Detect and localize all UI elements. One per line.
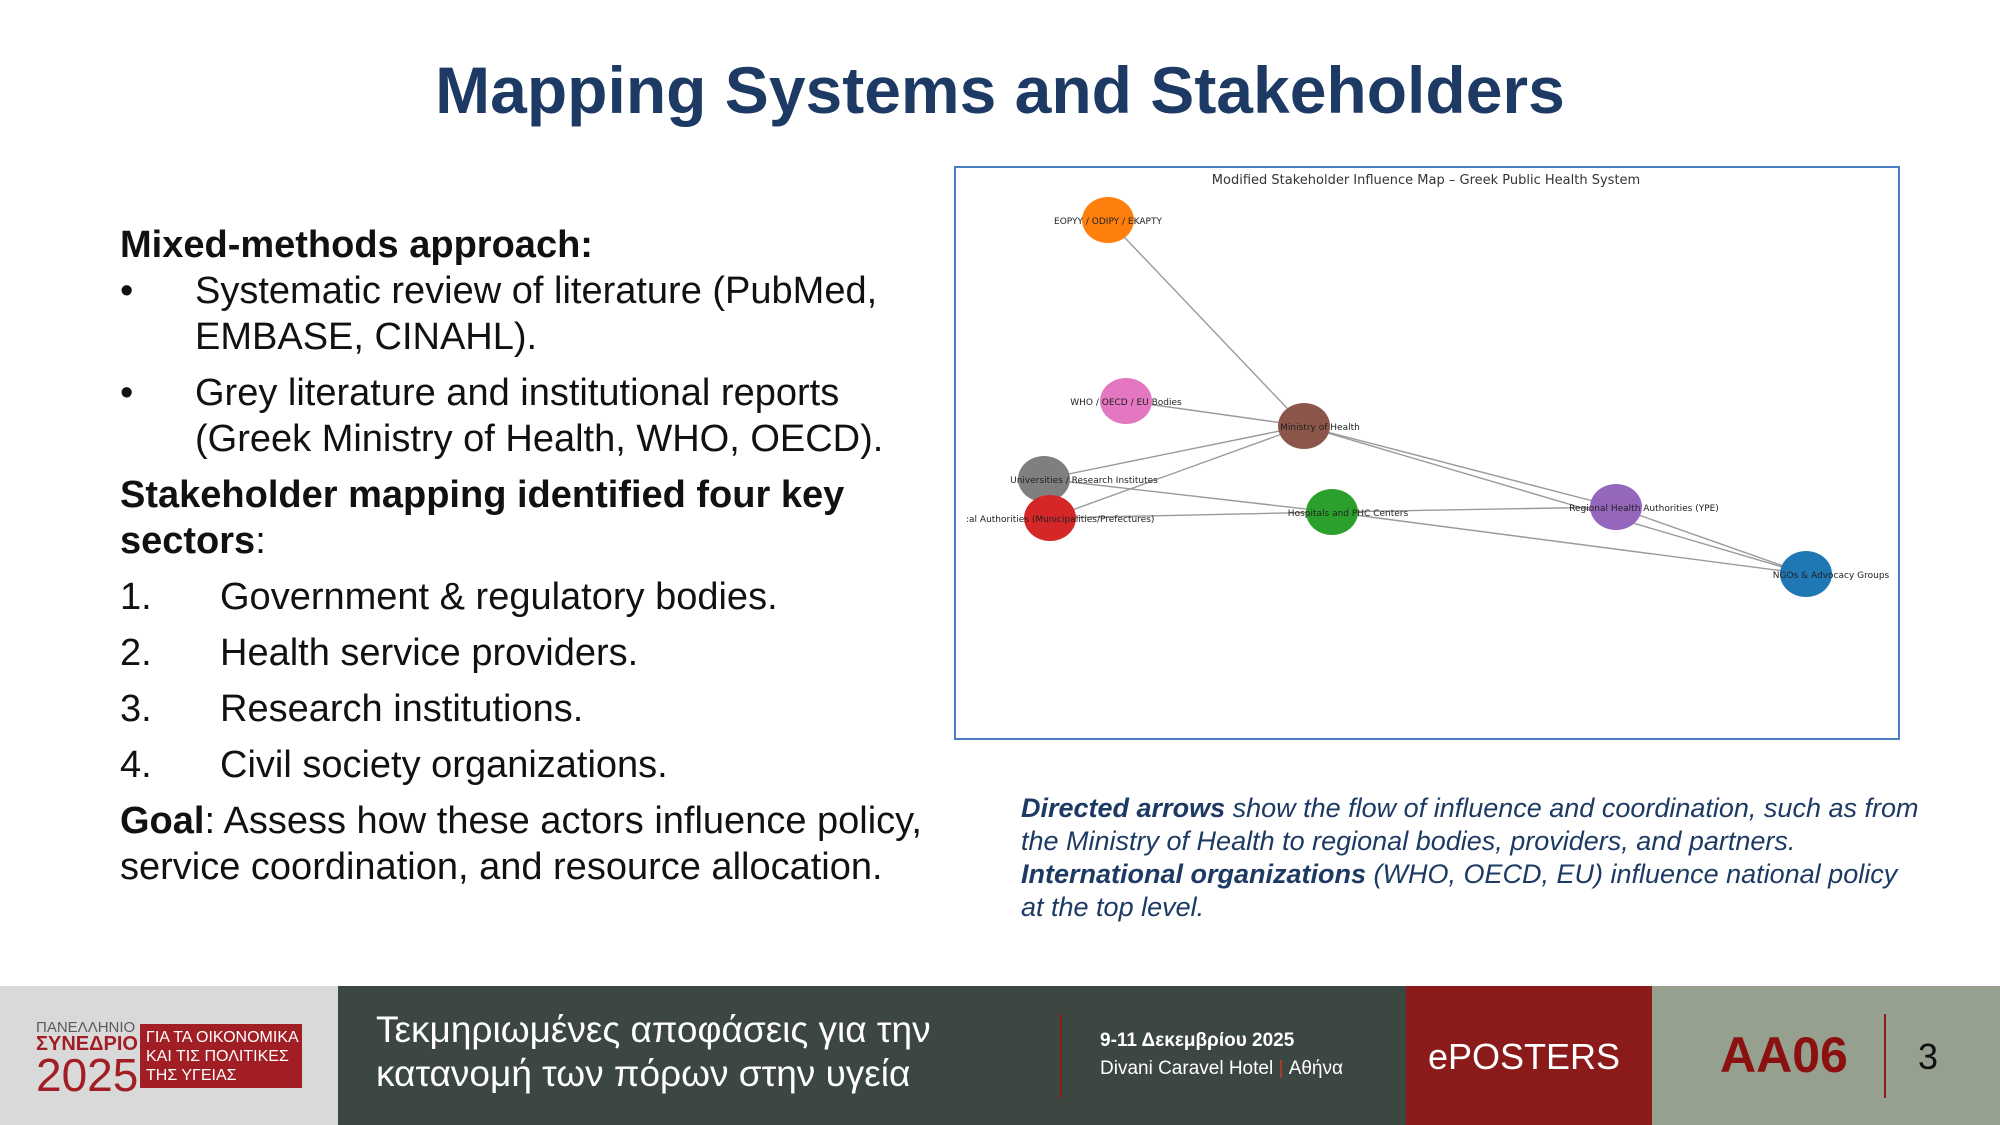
graph-edges	[1044, 220, 1806, 574]
logo-year: 2025	[36, 1049, 139, 1101]
node-label-local: :al Authorities (Municipalities/Prefectures)	[966, 515, 1155, 525]
numbered-text: Research institutions.	[220, 688, 584, 730]
numbered-text: Health service providers.	[220, 632, 639, 674]
numbered-item	[120, 742, 960, 788]
number-marker: 2.	[120, 632, 152, 674]
poster-code: AA06	[1720, 1027, 1848, 1083]
logo-box-line-2: ΚΑΙ ΤΙΣ ΠΟΛΙΤΙΚΕΣ	[146, 1048, 289, 1065]
footer-logo-panel	[0, 986, 338, 1125]
edge-hosp-ngo	[1332, 512, 1806, 574]
numbered-item	[120, 686, 960, 732]
figure-caption	[1021, 792, 1921, 924]
logo-line-1: ΠΑΝΕΛΛΗΝΙΟ	[36, 1019, 136, 1036]
node-label-univ: Universities / Research Institutes	[1010, 476, 1158, 486]
numbered-item	[120, 630, 960, 676]
page-number: 3	[1918, 1036, 1939, 1077]
goal-text	[120, 798, 960, 890]
caption-text-1: show the flow of influence and coordination, such as from the Ministry of Health to regional bodies, providers, and partners.	[1021, 793, 1919, 856]
bullet-marker: •	[120, 372, 134, 414]
logo-box-line-3: ΤΗΣ ΥΓΕΙΑΣ	[146, 1067, 237, 1084]
conference-footer	[0, 986, 2000, 1125]
tagline-line-2: κατανομή των πόρων στην υγεία	[376, 1053, 911, 1094]
node-label-eopyy: EOPYY / ODIPY / EKAPTY	[1054, 217, 1162, 227]
caption-bold-arrows: Directed arrows	[1021, 793, 1226, 823]
node-label-who: WHO / OECD / EU Bodies	[1070, 398, 1182, 408]
bullet-text: Grey literature and institutional reports (Greek Ministry of Health, WHO, OECD).	[195, 372, 884, 460]
numbered-text: Civil society organizations.	[220, 744, 668, 786]
number-marker: 1.	[120, 576, 152, 618]
number-marker: 3.	[120, 688, 152, 730]
venue-name: Divani Caravel Hotel	[1100, 1058, 1274, 1079]
numbered-item	[120, 574, 960, 620]
logo-red-box	[140, 1024, 302, 1088]
logo-box-line-1: ΓΙΑ ΤΑ ΟΙΚΟΝΟΜΙΚΑ	[146, 1029, 299, 1046]
venue-separator: |	[1278, 1058, 1284, 1079]
edge-ype-ngo	[1616, 507, 1806, 574]
goal-description: : Assess how these actors influence policy, service coordination, and resource allocation.	[120, 800, 922, 888]
caption-text-2: (WHO, OECD, EU) influence national policy at the top level.	[1021, 859, 1898, 922]
slide-title: Mapping Systems and Stakeholders	[435, 53, 1565, 127]
goal-label: Goal	[120, 800, 205, 842]
stakeholder-heading-colon: :	[255, 520, 266, 562]
stakeholder-network-graph	[956, 168, 1898, 738]
node-label-ngo: NGOs & Advocacy Groups	[1772, 571, 1890, 581]
mixed-methods-heading: Mixed-methods approach:	[120, 224, 593, 266]
conference-venue	[1100, 1058, 1343, 1080]
stakeholder-heading	[120, 472, 960, 564]
bullet-text: Systematic review of literature (PubMed, EMBASE, CINAHL).	[195, 270, 878, 358]
stakeholder-map-figure	[954, 166, 1900, 740]
caption-bold-international: International organizations	[1021, 859, 1367, 889]
figure-title: Modified Stakeholder Influence Map – Greek Public Health System	[1211, 173, 1641, 188]
bullet-item	[120, 370, 960, 462]
graph-nodes	[966, 197, 1890, 597]
conference-tagline	[376, 1008, 931, 1096]
stakeholder-heading-text: Stakeholder mapping identified four key sectors	[120, 474, 845, 562]
venue-city: Αθήνα	[1288, 1058, 1343, 1079]
methods-text	[120, 222, 960, 890]
edge-moh-ype	[1304, 426, 1616, 507]
node-label-hosp: Hospitals and PHC Centers	[1287, 509, 1409, 519]
code-divider	[1884, 1014, 1886, 1098]
conference-dates: 9-11 Δεκεμβρίου 2025	[1100, 1030, 1295, 1051]
bullet-item	[120, 268, 960, 360]
node-label-moh: Ministry of Health	[1280, 423, 1360, 433]
numbered-text: Government & regulatory bodies.	[220, 576, 778, 618]
edge-univ-moh	[1044, 426, 1304, 479]
eposters-label: ePOSTERS	[1428, 1036, 1621, 1077]
node-label-ype: Regional Health Authorities (YPE)	[1569, 504, 1719, 514]
tagline-line-1: Τεκμηριωμένες αποφάσεις για την	[376, 1009, 931, 1050]
bullet-marker: •	[120, 270, 134, 312]
number-marker: 4.	[120, 744, 152, 786]
footer-divider	[1060, 1014, 1062, 1098]
logo-line-2: ΣΥΝΕΔΡΙΟ	[36, 1033, 138, 1055]
edge-moh-ngo	[1304, 426, 1806, 574]
